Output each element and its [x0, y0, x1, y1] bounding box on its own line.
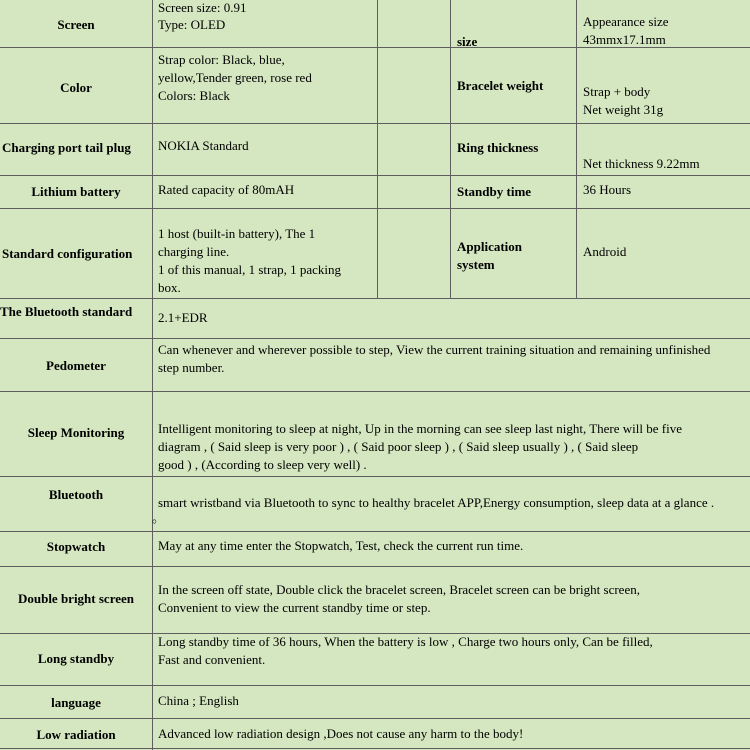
label-language: language — [51, 695, 101, 710]
value-sleep-line2: diagram , ( Said sleep is very poor ) , ( Said poor sleep ) , ( Said sleep usually ) , ( Said sleep — [158, 439, 639, 454]
value-sleep-line3: good ) , (According to sleep very well) . — [158, 457, 367, 472]
value-config-line2: charging line. — [158, 244, 230, 259]
label-stopwatch: Stopwatch — [46, 539, 106, 554]
value-net-weight: Net weight 31g — [583, 102, 664, 117]
value-language: China ; English — [158, 693, 239, 708]
label-lithium-battery: Lithium battery — [31, 184, 121, 199]
value-bluetooth-standard: 2.1+EDR — [158, 310, 208, 325]
value-long-standby-line2: Fast and convenient. — [158, 652, 266, 667]
label-size: size — [457, 34, 478, 49]
label-ring-thickness: Ring thickness — [457, 140, 539, 155]
value-sleep-line1: Intelligent monitoring to sleep at night, Up in the morning can see sleep last night, There will be five — [158, 421, 682, 436]
value-bluetooth-line1: smart wristband via Bluetooth to sync to healthy bracelet APP,Energy consumption, sleep data at a glance . — [158, 495, 715, 510]
label-pedometer: Pedometer — [46, 358, 106, 373]
label-color: Color — [60, 80, 92, 95]
value-strap-color-cont: yellow,Tender green, rose red — [158, 70, 312, 85]
column-divider — [450, 0, 451, 298]
label-long-standby: Long standby — [37, 651, 115, 666]
value-net-thickness: Net thickness 9.22mm — [583, 156, 700, 171]
column-divider — [377, 0, 378, 298]
row-divider — [0, 718, 750, 719]
value-strap-color: Strap color: Black, blue, — [158, 52, 285, 67]
value-low-radiation: Advanced low radiation design ,Does not cause any harm to the body! — [158, 726, 524, 741]
row-divider — [0, 531, 750, 532]
label-double-bright-screen: Double bright screen — [17, 591, 135, 606]
label-bluetooth-standard: The Bluetooth standard — [0, 304, 133, 319]
label-application: Application — [457, 239, 523, 254]
value-config-line3: 1 of this manual, 1 strap, 1 packing — [158, 262, 342, 277]
value-screen-size: Screen size: 0.91 — [158, 0, 247, 15]
value-screen-type: Type: OLED — [158, 17, 226, 32]
label-bluetooth: Bluetooth — [48, 487, 104, 502]
row-divider — [0, 391, 750, 392]
value-double-bright-line1: In the screen off state, Double click the bracelet screen, Bracelet screen can be bright screen, — [158, 582, 640, 597]
value-colors: Colors: Black — [158, 88, 230, 103]
row-divider — [0, 476, 750, 477]
value-standby-time: 36 Hours — [583, 182, 632, 197]
label-low-radiation: Low radiation — [36, 727, 116, 742]
value-pedometer-line2: step number. — [158, 360, 225, 375]
value-dimensions: 43mmx17.1mm — [583, 32, 666, 47]
value-rated-capacity: Rated capacity of 80mAH — [158, 182, 295, 197]
label-bracelet-weight: Bracelet weight — [457, 78, 544, 93]
column-divider — [152, 0, 153, 750]
value-pedometer-line1: Can whenever and wherever possible to step, View the current training situation and remaining unfinished — [158, 342, 711, 357]
row-divider — [0, 123, 750, 124]
value-appearance-size: Appearance size — [583, 14, 669, 29]
row-divider — [0, 298, 750, 299]
value-double-bright-line2: Convenient to view the current standby time or step. — [158, 600, 431, 615]
row-divider — [0, 175, 750, 176]
label-screen: Screen — [57, 17, 95, 32]
value-bluetooth-line2: 。 — [152, 510, 166, 525]
value-config-line4: box. — [158, 280, 181, 295]
row-divider — [0, 685, 750, 686]
label-sleep-monitoring: Sleep Monitoring — [27, 425, 125, 440]
row-divider — [0, 208, 750, 209]
label-charging-port: Charging port tail plug — [2, 140, 131, 155]
value-long-standby-line1: Long standby time of 36 hours, When the battery is low , Charge two hours only, Can be filled, — [158, 634, 653, 649]
value-android: Android — [583, 244, 627, 259]
value-charging-port: NOKIA Standard — [158, 138, 249, 153]
label-standard-configuration: Standard configuration — [2, 246, 133, 261]
label-system: system — [457, 257, 495, 272]
value-config-line1: 1 host (built-in battery), The 1 — [158, 226, 316, 241]
label-standby-time: Standby time — [457, 184, 532, 199]
value-strap-body: Strap + body — [583, 84, 651, 99]
row-divider — [0, 748, 750, 749]
row-divider — [0, 338, 750, 339]
value-stopwatch: May at any time enter the Stopwatch, Test, check the current run time. — [158, 538, 524, 553]
row-divider — [0, 566, 750, 567]
column-divider — [576, 0, 577, 298]
